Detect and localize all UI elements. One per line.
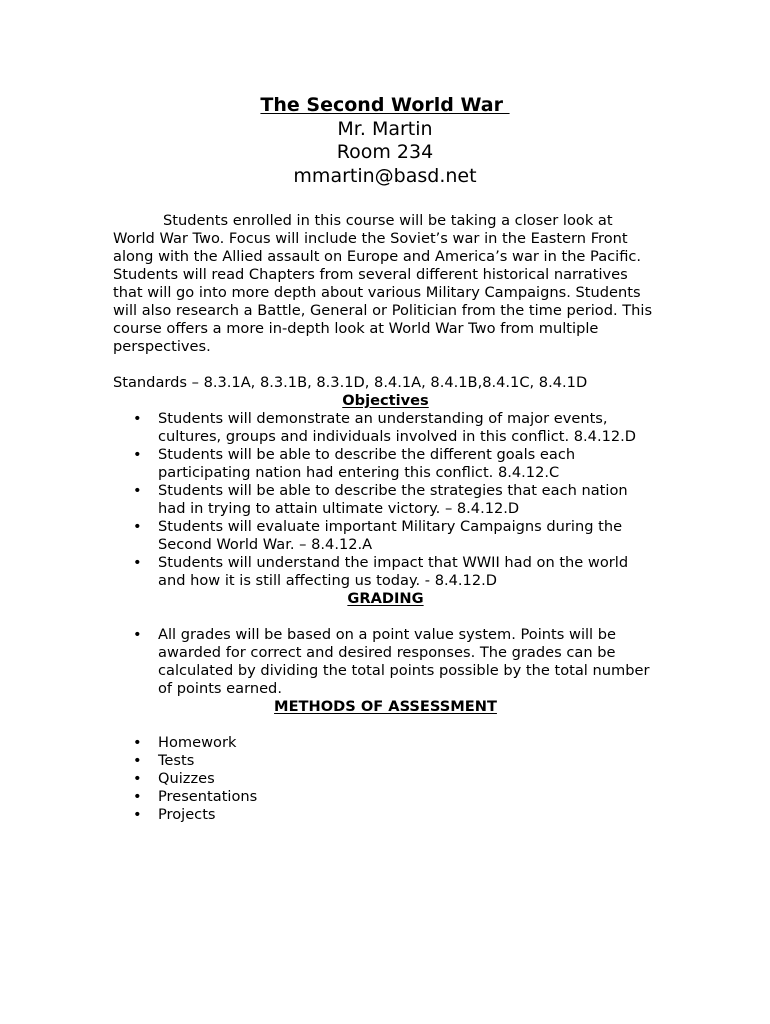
grading-list — [113, 626, 658, 698]
objective-text: Students will be able to describe the different goals each participating nation had entering this conflict. 8.4.12.C — [158, 446, 576, 481]
bullet-icon: • — [133, 752, 142, 769]
assessment-item — [113, 752, 658, 770]
assessment-text: Homework — [158, 734, 237, 751]
standards-line: Standards – 8.3.1A, 8.3.1B, 8.3.1D, 8.4.1A, 8.4.1B,8.4.1C, 8.4.1D — [113, 374, 588, 391]
bullet-icon: • — [133, 482, 142, 499]
objective-item — [113, 554, 658, 590]
bullet-icon: • — [133, 788, 142, 805]
objectives-heading: Objectives — [342, 392, 429, 409]
bullet-icon: • — [133, 518, 142, 535]
objective-text: Students will evaluate important Military Campaigns during the Second World War. – 8.4.12.A — [158, 518, 623, 553]
assessment-item — [113, 788, 658, 806]
room-number: Room 234 — [336, 141, 434, 163]
objective-item — [113, 446, 658, 482]
objective-text: Students will understand the impact that WWII had on the world and how it is still affecting us today. - 8.4.12.D — [158, 554, 629, 589]
section-spacer — [113, 608, 658, 626]
bullet-icon: • — [133, 806, 142, 823]
assessment-text: Presentations — [158, 788, 258, 805]
bullet-icon: • — [133, 446, 142, 463]
assessment-text: Projects — [158, 806, 216, 823]
section-spacer — [113, 716, 658, 734]
bullet-icon: • — [133, 410, 142, 427]
course-title: The Second World War — [260, 94, 510, 116]
objective-text: Students will demonstrate an understanding of major events, cultures, groups and individuals involved in this conflict. 8.4.12.D — [158, 410, 637, 445]
assessment-list — [113, 734, 658, 824]
grading-text: All grades will be based on a point value system. Points will be awarded for correct and desired responses. The grades can be calculated by dividing the total points possible by the total number of points earned. — [158, 626, 650, 697]
grading-item — [113, 626, 658, 698]
bullet-icon: • — [133, 626, 142, 643]
assessment-item — [113, 770, 658, 788]
objective-item — [113, 410, 658, 446]
bullet-icon: • — [133, 554, 142, 571]
assessment-item — [113, 806, 658, 824]
grading-heading: GRADING — [347, 590, 424, 607]
course-description: Students enrolled in this course will be taking a closer look at World War Two. Focus will include the Soviet’s war in the Eastern Front along with the Allied assault on Europe and America’s war in the Pacific. Students will read Chapters from several different historical narratives that will go into more depth about various Military Campaigns. Students will also research a Battle, General or Politician from the time period. This course offers a more in-depth look at World War Two from multiple perspectives. — [113, 212, 653, 355]
objective-item — [113, 482, 658, 518]
assessment-heading: METHODS OF ASSESSMENT — [274, 698, 497, 715]
assessment-item — [113, 734, 658, 752]
bullet-icon: • — [133, 734, 142, 751]
objectives-list — [113, 410, 658, 590]
document-body — [113, 212, 658, 824]
assessment-text: Quizzes — [158, 770, 215, 787]
assessment-text: Tests — [158, 752, 195, 769]
bullet-icon: • — [133, 770, 142, 787]
objective-text: Students will be able to describe the strategies that each nation had in trying to attain ultimate victory. – 8.4.12.D — [158, 482, 628, 517]
document-header — [0, 94, 770, 188]
teacher-email: mmartin@basd.net — [293, 164, 477, 187]
teacher-name: Mr. Martin — [337, 117, 433, 140]
objective-item — [113, 518, 658, 554]
